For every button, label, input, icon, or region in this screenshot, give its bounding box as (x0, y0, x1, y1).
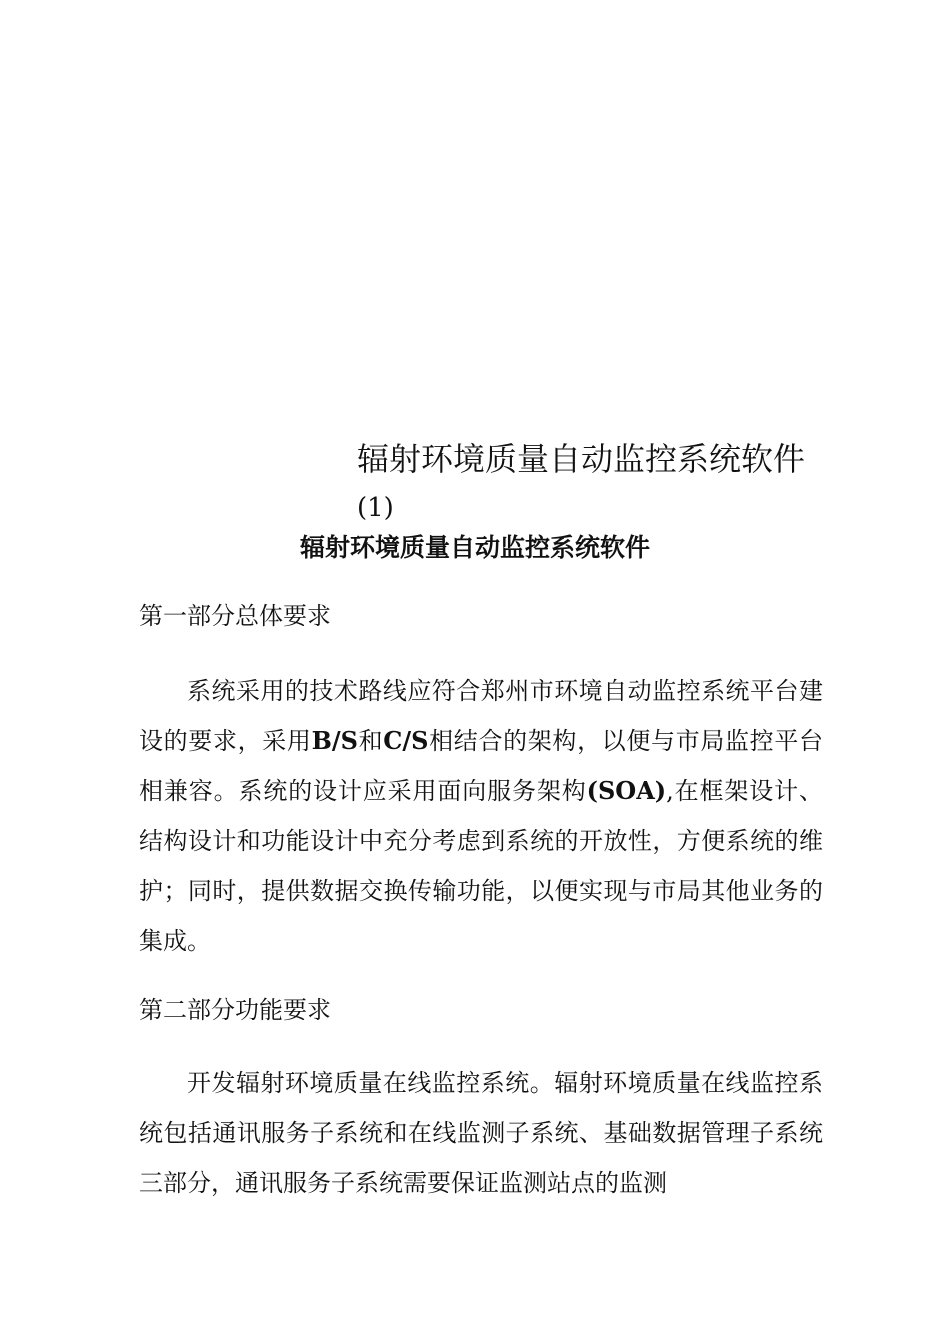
paragraph-text: 和 (357, 727, 384, 755)
bold-term-bs: B/S (311, 726, 358, 755)
bold-term-cs: C/S (383, 726, 429, 755)
bold-term-soa: (SOA) (586, 776, 667, 805)
paragraph-text: 系统采用的技术路线应符合郑州市环境自动监控系统平台建设的要求，采用 (139, 677, 823, 755)
paragraph-text: ,在框架设计、结构设计和功能设计中充分考虑到系统的开放性，方便系统的维护；同时，提供数据交换传输功能，以便实现与市局其他业务的集成。 (139, 777, 823, 955)
section-heading-general-requirements: 第一部分总体要求 (139, 602, 331, 630)
document-title: 辐射环境质量自动监控系统软件 (357, 440, 806, 478)
paragraph-functional-requirements (139, 1058, 823, 1208)
paragraph-general-requirements (139, 666, 823, 966)
document-title-suffix: (1) (357, 493, 394, 523)
paragraph-text: 开发辐射环境质量在线监控系统。辐射环境质量在线监控系统包括通讯服务子系统和在线监测子系统、基础数据管理子系统三部分，通讯服务子系统需要保证监测站点的监测 (139, 1069, 823, 1197)
section-heading-functional-requirements: 第二部分功能要求 (139, 996, 331, 1024)
document-subtitle: 辐射环境质量自动监控系统软件 (299, 533, 650, 562)
paragraph-text: 相结合的架构，以便与市局监控平台相兼容。系统的设计应采用面向服务架构 (139, 727, 823, 805)
